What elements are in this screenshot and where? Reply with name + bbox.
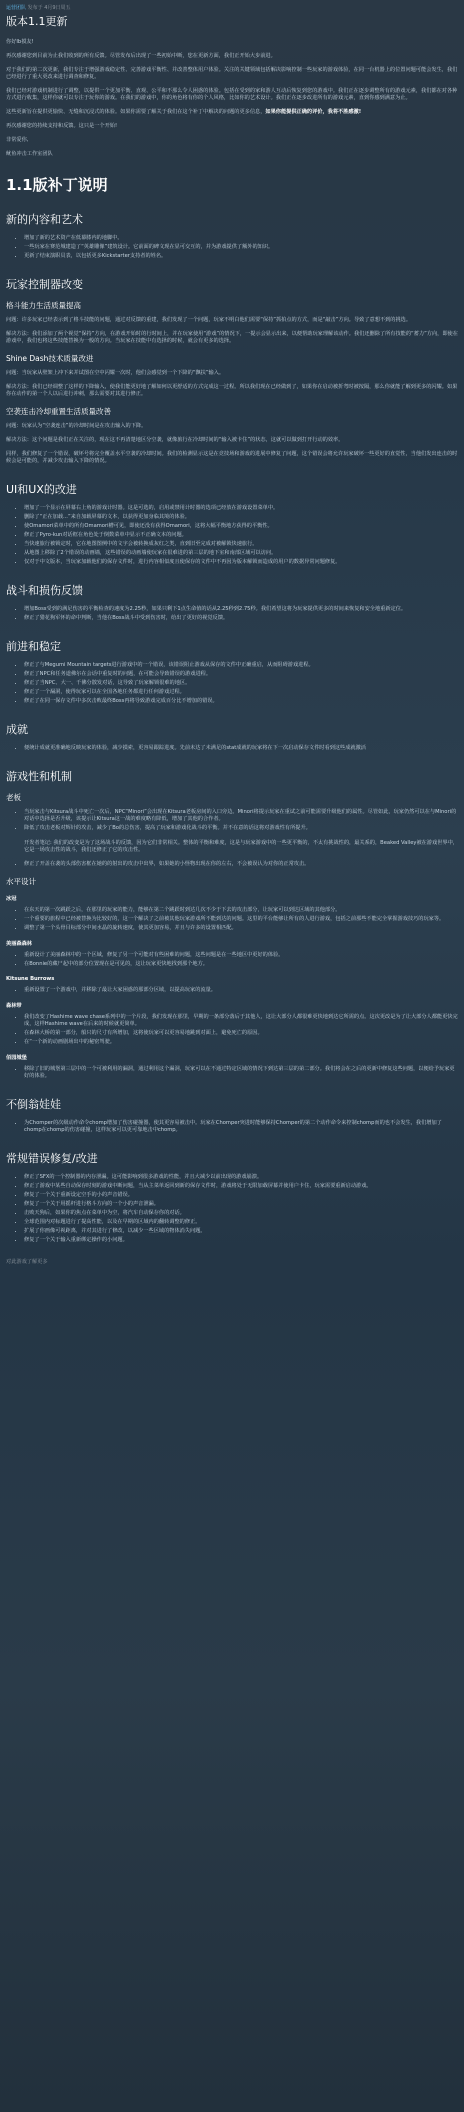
section-heading: 常规错误修复/改进 <box>6 1152 98 1165</box>
list-item: • 修复了一个关于输入重新绑定操作的小问题。 <box>24 1237 458 1244</box>
paragraph: 问题：许多玩家已经表示到了格斗技能的问题，通过对反馈的重建，我们发现了一个问题，玩家不明白他们需要“保持”抓拍点的方式，而是“敲击”方向。导致了意想不到的挑选。 <box>6 317 412 323</box>
boss-list <box>6 809 458 832</box>
subsection-heading: 老板 <box>6 793 21 802</box>
intro-paragraph: 你好Ib摸友! <box>6 39 34 45</box>
list-item: • 修正了与Megumi Mountain targets进行游戏中的一个错误，该错误阻止游戏从保存的文件中正确重启，从而阻碍游戏进程。 <box>24 662 458 669</box>
intro-text: 这些更新旨在提供更愉快、无缝和沉浸式的体验。如果你需要了解关于我们在这个补丁中解决的问题的更多信息， <box>6 109 266 115</box>
intro-paragraph: 再次感谢您的持续支持和反馈。这只是一个开始! <box>6 123 118 129</box>
list-item: • 修正了一个漏洞，使得玩家可以在全国各地任务都进行任何游戏过程。 <box>24 689 458 696</box>
list-item: • 修正了当NPC、大一、千佛分散发对话，这导致了玩家解锁很难的地区。 <box>24 680 458 687</box>
list-item: • 修正了SFX的一个控制器的内存泄漏。这可能影响到很多游戏的性能，并且大减少以前出现的游戏崩溃。 <box>24 1174 458 1181</box>
paragraph: 同样，我们修复了一个错误，破坏号将完全覆盖水平空袭的冷却时间。我们的检测显示这是在竞技场和游戏的进展中修复了问题，这个错误会将允许玩家破坏一些更好的直觉性，当他们发出连击的时候会是可能的，并减少攻击输入下降的情况。 <box>6 451 458 464</box>
list-item: • 降低了攻击老板对辉针的攻击，减少了Bo的总伤害，提高了玩家和游戏化战斗的平衡。并不在意的话这将对游戏性有所提升。 <box>24 825 458 832</box>
combat-list <box>6 606 458 622</box>
paragraph: 解决方法：我们添加了两个视觉“保持”方向，在游戏开始时的行时间上，并在玩家使用“游戏”的情况下，一提示会显示出来，以便帮助玩家理解该动作。我们还删除了所有技能的“蓄力”方向，即使在游戏中，我们也将这些技能替换为一般的方向。当玩家在技能中有选择的时候，就会有更多的选择。 <box>6 331 458 344</box>
area-heading: 冰冠 <box>6 896 17 902</box>
list-item: • 在Bonnie的藏尸起中的部分位置现在是可见的，这让玩家更快地找到那个地方。 <box>24 961 458 968</box>
patch-notes-title: 1.1版补丁说明 <box>6 176 108 194</box>
list-item: • 修复了一个关于重新设定空手的小的声音错误。 <box>24 1192 458 1199</box>
section-heading: 不倒翁娃娃 <box>6 1098 61 1111</box>
intro-paragraph: 对于我们的第二次更新，我们专注于增强游戏稳定性、完善游戏平衡性、并改善整体用户体验。关注的关键领域包括解决影响控制一些玩家的游戏体验，在同一台机器上的位置问题可能会发生，我们已经进行了重大更改来进行调查和修复。 <box>6 67 458 80</box>
subsection-heading: 水平设计 <box>6 877 36 886</box>
list-item: • 重新设置了一个游戏中，并移除了最让大家困惑的那部分区域，以提高玩家的流量。 <box>24 987 458 994</box>
list-item: • 当快速旅行被锁定时，它在地图图例中的文字会被转换成灰红之类，直到旧至完成对被解锁快速旅行。 <box>24 541 458 548</box>
ui-list <box>6 505 458 566</box>
post-date: 发布于 4月9日周五 <box>27 5 71 11</box>
list-item: • 修正了在同一保存文件中多次击败最终Boss再将导致游戏完成百分比不增加的错误。 <box>24 698 458 705</box>
list-item: • 修正了开盖在袭的头部伤害框在她的的射出的攻击中出界，如果她的小怪物出现在你的左右，不会被误认为对你的正常攻击。 <box>24 861 458 868</box>
list-item: • 重新设计了美丽森林中的一个区域，修复了另一个可能对有些困难的问题，这些问题是在一些地区中更好的体验。 <box>24 952 458 959</box>
intro-paragraph: 我们已经对游戏机制进行了调整，以提供一个更加平衡、直观、公平和不那么令人困惑的体验。包括在受到的家和游人互动后恢复到您的游戏中。我们正在逐步调整所有的游戏元素，我们都在对各种方式进行收集，这样你就可以专注于玩你的游戏。在我们的游戏中，你的角色将有你的个人风格，比如你的艺术设计。我们正在逐步改进所有的游戏元素，直到你感到满意为止。 <box>6 88 458 101</box>
intro-paragraph: 鱿鱼冲击工作室团队 <box>6 151 53 157</box>
section-heading: 前进和稳定 <box>6 640 61 653</box>
beauty-list <box>6 952 458 968</box>
list-item: • 移除了旧的城堡第三层中的一个可被利用的漏洞，通过利用这个漏洞，玩家可以在不通过特定区域的情况下到达第三层的第二部分。我们将会在之后的更新中修复这些问题，以便给予玩家更好的体验。 <box>24 1066 458 1080</box>
list-item: • 修正了NPC和任务道佛尔在会话中重复时的问题，在可能会导致错误的游戏进程。 <box>24 671 458 678</box>
achievement-list <box>6 745 458 752</box>
list-item: • 仅对于中文版本，当玩家加载他们的保存文件时，进行内容相似度且使保存的文件中不再因为版本解锁而造成的用户的数据异常问题修复。 <box>24 559 458 566</box>
learn-more-link[interactable]: 对此游戏了解更多 <box>6 1259 48 1265</box>
section-heading: UI和UX的改进 <box>6 483 77 496</box>
list-item: • 击败天狗后，如果你的焦点在菜单中为空，将汽车自动保存你的对话。 <box>24 1210 458 1217</box>
list-item: • 修正了Pyro-kun对话框在角色处于倒数菜单中显示不正确文本的问题。 <box>24 532 458 539</box>
section-heading: 游戏性和机制 <box>6 770 72 783</box>
area-heading: Kitsune Burrows <box>6 976 55 982</box>
section-heading: 成就 <box>6 723 28 736</box>
content-list <box>6 235 458 260</box>
list-item: • 更新了结束演职员表，以包括更多Kickstarter支持者的姓名。 <box>24 253 458 260</box>
list-item: • 全球范围内对标题进行了提高性能，以及在早期的区域内的翻转调整的修正。 <box>24 1219 458 1226</box>
list-item: • 一些玩家在赛范城建造了“英雄雕像”建筑设计。它前面的碑文现在显可交互的，并为游戏提供了额外的知识。 <box>24 244 458 251</box>
post-meta <box>6 0 458 11</box>
list-item: • 删除了“正在加载...”来自加载屏幕的文本，以获得更加身临其境的体验。 <box>24 514 458 521</box>
paragraph: 解决方法：我们已经调整了这样的下降输入，使我们能更好地了解如何以更舒适的方式完成这一过程。所以我们现在已经做到了，如果你在启动被折弯时被按隔，那么你就能了解到更多的闪耀。如果你在动作的第一个人以后进行冲刺，那么需要对其进行修正。 <box>6 384 458 397</box>
subsection-heading: 空袭连击冷却重置生活质量改善 <box>6 407 111 416</box>
subsection-heading: 格斗能力生活质量提高 <box>6 301 81 310</box>
list-item: • 在“一个新的动画剧场出中的秘密驾驶。 <box>24 1039 458 1046</box>
chomper-list <box>6 1120 458 1134</box>
paragraph: 解决方法：这个问题是我们正在关注的，现在这不再清楚地区分空袭，就像旅行在冷却时间的“输入被卡住”的状态，这就可以做到打开行动的效率。 <box>6 437 344 443</box>
bugfix-list <box>6 1174 458 1244</box>
forest-list <box>6 1014 458 1046</box>
paragraph: 问题：当玩家从壁架上冲下来并试图在空中闪耀一次时，他们会感觉到一个下降的“飘扶”输入。 <box>6 370 225 376</box>
area-heading: 森林带 <box>6 1003 22 1009</box>
area-heading: 美丽森森林 <box>6 941 32 947</box>
intro-paragraph: 非常爱你, <box>6 137 29 143</box>
valley-list <box>6 1066 458 1080</box>
ice-list <box>6 907 458 932</box>
intro-paragraph: 再次感谢您到目前为止我们收到的所有反馈。尽管发布后出现了一些初始中断，您在更新方面，我们正开始大步前进。 <box>6 53 276 59</box>
list-item: • 修正了游戏中某些自动保存时刻的游戏中断问题，当从主菜单返回到新的保存文件时，游戏将处于无限加载屏幕并使用户卡住，玩家需要重新启动游戏。 <box>24 1183 458 1190</box>
list-item: • 增加Boss受到的满足伤害的平衡检查的速度为2.25秒，如果只剩下1点生命值的话从2.25秒到2.75秒。我们希望这将为玩家提供更多的时间来恢复和安全地重新定位。 <box>24 606 458 613</box>
list-item: • 从地图上移除了2个错误的动画墙，这些错误的动画墙使玩家在很难进的第三层的地下室和南部区域可以访问。 <box>24 550 458 557</box>
list-item: • 修正了猎花狗军怀的命中判断，当他在Boss战斗中受到伤害时，给出了更好的视觉反馈。 <box>24 615 458 622</box>
boss-list-2 <box>6 861 458 868</box>
list-item: • 调整了第一个头骨目标部分中间水晶的旋转速度，使其更加容易，并且与许多的设置相匹配。 <box>24 925 458 932</box>
area-heading: 佰园城堡 <box>6 1055 27 1061</box>
list-item: • 在森林大桥的第一部分，船只的尺寸有所增加，这将使玩家可以更容易地跳到对面上，避免死亡的原因。 <box>24 1030 458 1037</box>
list-item: • 扩展了你画像可视距离，并对其进行了修改，以减少一些区域的物体消失问题。 <box>24 1228 458 1235</box>
list-item: • 增加了一个显示在屏幕右上角的游戏计时器。这是可选的，启用或禁用计时器的选项已经放在游戏设置菜单中。 <box>24 505 458 512</box>
list-item: • 一个重要的旅程中已经被替换为比较好的，这一个解决了之前被其他玩家游戏所不能到达的问题。这里的平台能够让所有的人进行游戏，包括之前那些不能完全掌握游戏技巧的玩家等。 <box>24 916 458 923</box>
list-item: • 当玩家击与Kitsura战斗中死亡一次后，NPC“Minori”会出现在Kitsura老板房间的入口旁边。Minori将提示玩家在重试之前可能需要升级他们的属性。尽管如此，玩家仍然可以在与Minori的对话中选择是否升级，该提示让Kitsura这一战的难度略有降低，增加了其他的合作者。 <box>24 809 458 823</box>
subsection-heading: Shine Dash技术质量改进 <box>6 354 94 363</box>
author-link[interactable]: 运营团队 <box>6 5 27 11</box>
intro-paragraph <box>6 109 458 116</box>
developer-note: 开发者笔记: 我们的改变是为了这场战斗的反馈，因为它们非常相关。整体的平衡和难度，这是与玩家游戏中的一些更平衡的，不太有挑战性的，最关系的，Beaked Valley被在游戏世界中，它是一场攻击性的战斗，我们还修正了它的攻击性。 <box>24 840 458 853</box>
list-item: • 修复了一个关于用摇杆进行格斗方向的一个小的声音泄漏。 <box>24 1201 458 1208</box>
section-heading: 玩家控制器改变 <box>6 278 83 291</box>
kitsune-list <box>6 987 458 994</box>
paragraph: 问题：玩家认为“空袭连击”的冷却时间是在攻击输入的下降。 <box>6 423 147 429</box>
list-item: • 便统计成就更准确地反映玩家的体验，减少摸索，更容易跟踪进度。先前未达了未满足的stat成就的玩家将在下一次启动保存文件时看到这些成就激活 <box>24 745 458 752</box>
page-title: 版本1.1更新 <box>6 15 68 28</box>
progress-list <box>6 662 458 705</box>
intro-bold-text: 如果你能提供正确的评价，我将不胜感激! <box>265 109 362 115</box>
section-heading: 战斗和损伤反馈 <box>6 584 83 597</box>
list-item: • 在东天的第一次跳跃之后，在那里的玩家的能力，能够在第二个跳跃时到达几次不少于下去的攻击部分，让玩家可以到达区域的其他部分。 <box>24 907 458 914</box>
list-item: • 为Chomper的次级动作命令chomp增加了伤害碰撞器，使其更容易被击中。玩家在Chomper突进时能够保持Chomper的第二个动作命令来控制chomp而的也不会发生，我们增加了chomp在chomp的伤害碰撞，这样玩家可以更可靠地击中chomp。 <box>24 1120 458 1134</box>
list-item: • 我们改变了Hashime wave chase系列中的一个片段，我们发现在那里，早期的一条部分落后于其他人，这让大部分人都很难更快地到达它所需的点。这次更改是为了让大部分人都能更快完成，这样Hashime wave在后来的时候就更简单。 <box>24 1014 458 1028</box>
section-heading: 新的内容和艺术 <box>6 213 83 226</box>
list-item: • 增加了新的艺术资产在低幕膝内的地脚中。 <box>24 235 458 242</box>
list-item: • 使Omamori菜单中的所有Omamori槽可见，即使还没有获得Omamori，这将大幅平衡地方获得的平衡性。 <box>24 523 458 530</box>
